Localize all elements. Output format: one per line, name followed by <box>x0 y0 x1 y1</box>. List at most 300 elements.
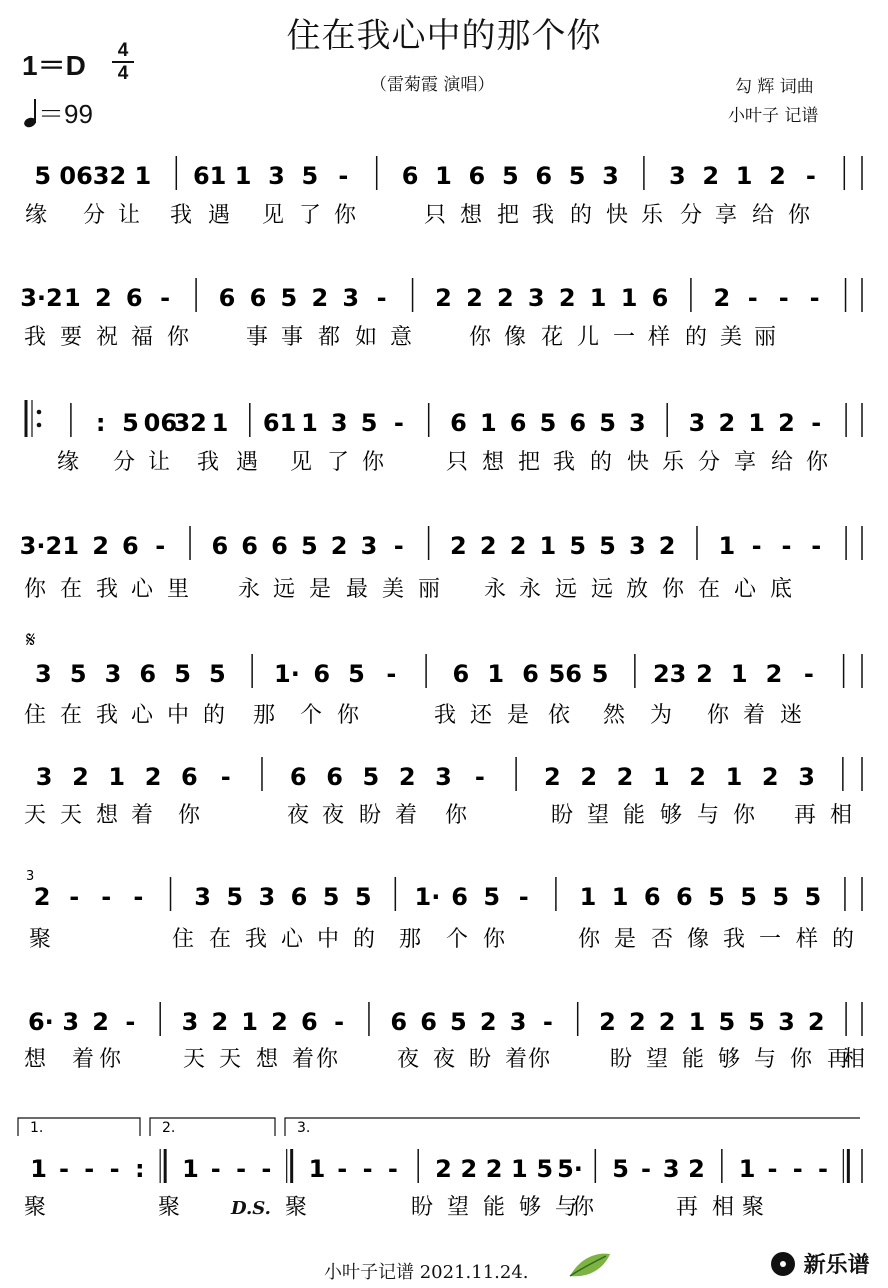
note-digit: 5 <box>708 883 725 911</box>
lyric-char: 相 <box>830 803 853 828</box>
lyric-char: 天 <box>183 1047 206 1072</box>
lyric-char: 想 <box>256 1047 279 1072</box>
lyric-char: 然 <box>603 703 626 728</box>
lyric-char: 我 <box>24 325 47 350</box>
note-digit: 2 <box>460 1155 478 1183</box>
lyric-char: 与 <box>697 803 720 828</box>
note-digit: 6 <box>241 532 259 560</box>
note-digit: 2 <box>558 284 576 312</box>
note-digit: 1 <box>30 1155 48 1183</box>
note-digit: 1 <box>748 409 765 437</box>
note-digit: 6 <box>509 409 527 437</box>
lyric-char: 底 <box>770 577 793 602</box>
note-digit: 1 <box>620 284 638 312</box>
lyric-char: 为 <box>650 703 673 728</box>
note-digit: 6 <box>451 883 468 911</box>
note-digit: 2 <box>144 763 162 791</box>
note-digit: 6 <box>211 532 229 560</box>
note-digit: 2 <box>761 763 779 791</box>
lyric-char: 祝 <box>96 325 119 350</box>
lyric-char: 你 <box>167 325 190 350</box>
note-digit: 32 <box>173 409 207 437</box>
lyric-char: 是 <box>507 703 530 728</box>
note-digit: 5· <box>557 1155 583 1183</box>
note-digit: 5 <box>483 883 501 911</box>
lyric-char: 美 <box>382 577 405 602</box>
leaf-icon <box>566 1250 614 1280</box>
lyric-char: 样 <box>648 325 671 350</box>
note-digit: 1 <box>725 763 743 791</box>
note-digit: - <box>84 1155 95 1183</box>
key-signature: 1＝D <box>22 50 86 81</box>
note-digit: 6 <box>290 883 308 911</box>
lyric-char: 要 <box>60 325 83 350</box>
transcriber-credit: 小叶子 记谱 <box>728 106 819 126</box>
lyric-char: 天 <box>24 803 47 828</box>
lyric-char: 享 <box>734 450 757 475</box>
note-digit: 1 <box>738 1155 756 1183</box>
note-digit: - <box>640 1155 651 1183</box>
note-digit: 6 <box>468 162 486 190</box>
note-digit: 5 <box>599 532 616 560</box>
note-digit: 2 <box>330 532 348 560</box>
note-digit: 06 <box>59 162 93 190</box>
lyric-char: 想 <box>96 803 119 828</box>
lyric-char: 天 <box>60 803 83 828</box>
lyric-char: 心 <box>131 577 154 602</box>
note-digit: 6 <box>218 284 236 312</box>
note-digit: 2 <box>271 1008 288 1036</box>
lyric-char: 见 <box>290 450 313 475</box>
lyric-char: 分 <box>680 203 703 228</box>
volta-label: 3. <box>297 1120 311 1136</box>
lyric-char: 心 <box>131 703 154 728</box>
note-digit: 3 <box>778 1008 795 1036</box>
lyric-char: 盼 <box>551 803 574 828</box>
note-digit: 3 <box>194 883 211 911</box>
note-digit: 32 <box>92 162 127 190</box>
note-digit: 6 <box>313 660 331 688</box>
note-digit: 6 <box>326 763 343 791</box>
lyric-char: 你 <box>24 577 47 602</box>
note-digit: 5 <box>34 162 52 190</box>
breath-mark: 3 <box>26 869 35 884</box>
note-digit: - <box>792 1155 803 1183</box>
lyric-char: 你 <box>334 203 357 228</box>
note-digit: 2 <box>580 763 598 791</box>
lyric-char: 心 <box>281 927 304 952</box>
note-digit: 3 <box>798 763 815 791</box>
note-digit: 1 <box>539 532 557 560</box>
lyric-char: 分 <box>83 203 106 228</box>
lyric-char: 在 <box>698 577 721 602</box>
note-digit: 5 <box>122 409 139 437</box>
note-digit: - <box>386 660 397 688</box>
note-digit: - <box>751 532 762 560</box>
dal-segno-mark: D.S. <box>231 1198 271 1219</box>
lyric-char: 我 <box>197 450 220 475</box>
note-digit: 6 <box>125 284 143 312</box>
lyric-char: 你 <box>662 577 685 602</box>
note-digit: - <box>220 763 231 791</box>
lyric-char: 着 <box>395 803 418 828</box>
note-digit: 2 <box>658 532 676 560</box>
note-digit: 3 <box>602 162 619 190</box>
lyric-char: 着 <box>743 703 766 728</box>
note-digit: 2 <box>435 284 452 312</box>
note-digit: 2 <box>658 1008 676 1036</box>
note-digit: - <box>334 1008 345 1036</box>
note-digit: 6 <box>289 763 307 791</box>
note-digit: 3·2 <box>20 284 63 312</box>
note-digit: 6 <box>450 409 467 437</box>
note-digit: 6 <box>452 660 470 688</box>
lyric-char: 着 <box>292 1047 315 1072</box>
lyric-char: 见 <box>262 203 285 228</box>
note-digit: - <box>393 409 404 437</box>
note-digit: - <box>781 532 792 560</box>
lyric-char: 那 <box>399 927 422 952</box>
note-digit: 2 <box>72 763 89 791</box>
note-digit: 1 <box>479 409 497 437</box>
note-digit: - <box>125 1008 136 1036</box>
lyric-char: 盼 <box>610 1047 633 1072</box>
lyric-char: 的 <box>203 703 226 728</box>
lyric-char: 着 <box>505 1047 528 1072</box>
note-digit: 3 <box>258 883 276 911</box>
lyric-char: 你 <box>528 1047 551 1072</box>
lyric-char: 望 <box>447 1195 470 1220</box>
lyric-char: 给 <box>752 203 775 228</box>
singer-credit: （雷菊霞 演唱） <box>370 75 495 95</box>
note-digit: 1 <box>62 532 80 560</box>
lyric-char: 分 <box>698 450 721 475</box>
lyric-char: 永 <box>484 577 507 602</box>
note-digit: - <box>58 1155 69 1183</box>
note-digit: 2 <box>211 1008 229 1036</box>
note-digit: 5 <box>300 532 318 560</box>
lyric-char: 在 <box>209 927 232 952</box>
lyric-char: 夜 <box>433 1047 456 1072</box>
lyric-char: 你 <box>788 203 811 228</box>
note-digit: 2 <box>599 1008 616 1036</box>
note-digit: 5 <box>569 532 587 560</box>
lyric-char: 的 <box>353 927 376 952</box>
lyric-char: 我 <box>96 703 119 728</box>
note-digit: 3 <box>688 409 706 437</box>
lyric-char: 着 <box>131 803 154 828</box>
lyric-char: 丽 <box>754 325 777 350</box>
note-digit: 3 <box>342 284 360 312</box>
note-digit: - <box>101 883 112 911</box>
note-digit: 1 <box>611 883 629 911</box>
lyric-char: 再 <box>794 803 817 828</box>
note-digit: 6 <box>522 660 539 688</box>
time-numerator: 4 <box>117 40 129 61</box>
note-digit: 2 <box>466 284 483 312</box>
lyric-char: 远 <box>273 577 296 602</box>
note-digit: 2 <box>479 1008 497 1036</box>
note-digit: - <box>133 883 144 911</box>
lyric-char: 聚 <box>742 1195 765 1220</box>
lyric-char: 永 <box>519 577 542 602</box>
lyric-char: 我 <box>96 577 119 602</box>
note-digit: 2 <box>688 1155 705 1183</box>
lyric-char: 你 <box>337 703 360 728</box>
note-digit: 2 <box>544 763 561 791</box>
lyric-char: 了 <box>327 450 350 475</box>
note-digit: 3 <box>35 660 52 688</box>
note-digit: 2 <box>311 284 329 312</box>
tempo-value: ＝99 <box>38 99 93 129</box>
lyric-char: 意 <box>390 325 413 350</box>
note-digit: 6 <box>535 162 553 190</box>
note-digit: 5 <box>226 883 244 911</box>
note-digit: 5 <box>748 1008 765 1036</box>
lyric-char: 能 <box>483 1195 506 1220</box>
note-digit: 3 <box>268 162 285 190</box>
note-digit: 6· <box>27 1008 54 1036</box>
note-digit: - <box>393 532 404 560</box>
lyric-char: 样 <box>796 927 819 952</box>
lyric-char: 了 <box>299 203 322 228</box>
footer-note: 小叶子记谱 2021.11.24. <box>324 1262 529 1283</box>
note-digit: 1 <box>435 162 452 190</box>
lyric-char: 盼 <box>411 1195 434 1220</box>
lyric-char: 是 <box>309 577 332 602</box>
note-digit: 56 <box>548 660 582 688</box>
lyric-char: 的 <box>832 927 855 952</box>
lyric-char: 够 <box>660 803 683 828</box>
note-digit: 3 <box>629 409 646 437</box>
note-digit: 2 <box>765 660 783 688</box>
lyric-char: 盼 <box>469 1047 492 1072</box>
note-digit: 1 <box>301 409 318 437</box>
lyric-char: 你 <box>362 450 385 475</box>
note-digit: 3 <box>330 409 348 437</box>
note-digit: 6 <box>401 162 419 190</box>
lyric-char: 再 <box>676 1195 699 1220</box>
volta-bracket <box>285 1118 860 1136</box>
note-digit: 5 <box>740 883 757 911</box>
note-digit: 5 <box>539 409 557 437</box>
note-digit: : <box>135 1155 145 1183</box>
note-digit: 3 <box>104 660 122 688</box>
note-digit: - <box>210 1155 221 1183</box>
lyric-char: 最 <box>346 577 369 602</box>
note-digit: 5 <box>174 660 191 688</box>
lyric-char: 你 <box>733 803 756 828</box>
lyric-char: 天 <box>219 1047 242 1072</box>
lyric-char: 你 <box>806 450 829 475</box>
lyric-char: 你 <box>316 1047 339 1072</box>
note-digit: - <box>376 284 387 312</box>
note-digit: 5 <box>362 763 380 791</box>
note-digit: 6 <box>300 1008 318 1036</box>
lyric-char: 的 <box>590 450 613 475</box>
lyric-char: 够 <box>718 1047 741 1072</box>
note-digit: 1· <box>274 660 300 688</box>
note-digit: 5 <box>804 883 822 911</box>
lyric-char: 的 <box>570 203 593 228</box>
note-digit: 6 <box>643 883 661 911</box>
note-digit: 2 <box>713 284 731 312</box>
note-digit: 2 <box>696 660 713 688</box>
lyric-char: 想 <box>482 450 505 475</box>
note-digit: 2 <box>769 162 786 190</box>
repeat-dot <box>37 423 42 428</box>
note-digit: 1 <box>211 409 229 437</box>
lyric-char: 想 <box>460 203 483 228</box>
note-digit: 2 <box>616 763 634 791</box>
note-digit: 1· <box>414 883 441 911</box>
lyric-char: 放 <box>626 577 649 602</box>
lyric-char: 像 <box>504 325 527 350</box>
lyric-char: 聚 <box>158 1195 181 1220</box>
lyric-char: 一 <box>759 927 782 952</box>
lyric-char: 美 <box>720 325 743 350</box>
lyric-char: 个 <box>300 703 323 728</box>
note-digit: - <box>818 1155 829 1183</box>
note-digit: 2 <box>485 1155 503 1183</box>
note-digit: - <box>747 284 758 312</box>
note-digit: 1 <box>241 1008 259 1036</box>
lyric-char: 让 <box>118 203 141 228</box>
lyric-char: 盼 <box>359 803 382 828</box>
note-digit: - <box>809 284 820 312</box>
note-digit: 5 <box>69 660 87 688</box>
lyric-char: 你 <box>578 927 601 952</box>
time-denominator: 4 <box>112 61 134 84</box>
site-logo <box>770 1248 870 1279</box>
note-digit: - <box>337 1155 348 1183</box>
lyric-char: 把 <box>497 203 520 228</box>
lyric-char: 住 <box>172 927 195 952</box>
lyric-char: 让 <box>148 450 171 475</box>
note-digit: - <box>160 284 171 312</box>
lyric-char: 夜 <box>322 803 345 828</box>
note-digit: - <box>518 883 529 911</box>
lyric-char: 福 <box>131 325 154 350</box>
lyric-char: 只 <box>424 203 447 228</box>
note-digit: - <box>803 660 814 688</box>
lyric-char: 永 <box>238 577 261 602</box>
note-digit: - <box>474 763 485 791</box>
note-digit: 5 <box>612 1155 629 1183</box>
lyric-char: 我 <box>434 703 457 728</box>
note-digit: - <box>811 532 822 560</box>
lyric-char: 你 <box>469 325 492 350</box>
note-digit: - <box>261 1155 272 1183</box>
note-digit: 2 <box>33 883 51 911</box>
vinyl-disc-icon <box>770 1251 796 1277</box>
note-digit: 3 <box>35 763 53 791</box>
lyric-char: 都 <box>318 325 341 350</box>
lyric-char: 里 <box>167 577 190 602</box>
lyric-char: 夜 <box>287 803 310 828</box>
lyric-char: 中 <box>317 927 340 952</box>
lyric-char: 在 <box>60 577 83 602</box>
note-digit: 3 <box>360 532 378 560</box>
note-digit: - <box>542 1008 553 1036</box>
lyric-char: 一 <box>613 325 636 350</box>
note-digit: 3 <box>662 1155 680 1183</box>
note-digit: 5 <box>568 162 586 190</box>
lyric-char: 在 <box>60 703 83 728</box>
lyric-char: 我 <box>170 203 193 228</box>
note-digit: 1 <box>134 162 152 190</box>
lyric-char: 想 <box>24 1047 47 1072</box>
note-digit: 5 <box>501 162 519 190</box>
note-digit: 23 <box>652 660 687 688</box>
note-digit: 6 <box>676 883 693 911</box>
lyric-char: 我 <box>245 927 268 952</box>
lyric-char: 你 <box>178 803 201 828</box>
note-digit: 2 <box>435 1155 452 1183</box>
lyric-char: 你 <box>483 927 506 952</box>
note-digit: 2 <box>778 409 795 437</box>
lyric-char: 远 <box>591 577 614 602</box>
note-digit: 6 <box>569 409 587 437</box>
lyric-char: 望 <box>587 803 610 828</box>
note-digit: 2 <box>497 284 514 312</box>
song-title: 住在我心中的那个你 <box>286 16 602 56</box>
lyric-char: 心 <box>734 577 757 602</box>
note-digit: 5 <box>322 883 340 911</box>
lyric-char: 像 <box>687 927 710 952</box>
note-digit: 1 <box>108 763 126 791</box>
note-digit: 6 <box>181 763 198 791</box>
note-digit: 1 <box>688 1008 706 1036</box>
note-digit: 5 <box>599 409 616 437</box>
lyric-char: 缘 <box>57 450 80 475</box>
lyric-char: 能 <box>682 1047 705 1072</box>
note-digit: 3 <box>435 763 452 791</box>
lyric-char: 给 <box>771 450 794 475</box>
lyric-char: 住 <box>24 703 47 728</box>
note-digit: 1 <box>730 660 748 688</box>
note-digit: 2 <box>94 284 112 312</box>
note-digit: 3·2 <box>19 532 63 560</box>
note-digit: 2 <box>689 763 706 791</box>
note-digit: 5 <box>348 660 365 688</box>
note-digit: 06 <box>143 409 178 437</box>
note-digit: 1 <box>487 660 505 688</box>
lyric-char: 夜 <box>397 1047 420 1072</box>
note-digit: 1 <box>652 763 670 791</box>
lyric-char: 你 <box>99 1047 122 1072</box>
note-digit: - <box>778 284 789 312</box>
lyric-char: 再 <box>827 1047 850 1072</box>
note-digit: 2 <box>509 532 527 560</box>
lyric-char: 丽 <box>418 577 441 602</box>
note-digit: 6 <box>122 532 139 560</box>
lyric-char: 遇 <box>236 450 259 475</box>
note-digit: 3 <box>181 1008 199 1036</box>
note-digit: - <box>338 162 349 190</box>
note-digit: 1 <box>308 1155 326 1183</box>
note-digit: - <box>387 1155 398 1183</box>
lyric-char: 儿 <box>577 325 600 350</box>
lyric-char: 我 <box>532 203 555 228</box>
note-digit: 2 <box>718 409 736 437</box>
lyric-char: 相 <box>712 1195 735 1220</box>
note-digit: 61 <box>192 162 227 190</box>
lyric-char: 相 <box>843 1047 866 1072</box>
note-digit: 1 <box>579 883 597 911</box>
repeat-dot <box>37 410 42 415</box>
note-digit: 5 <box>301 162 319 190</box>
